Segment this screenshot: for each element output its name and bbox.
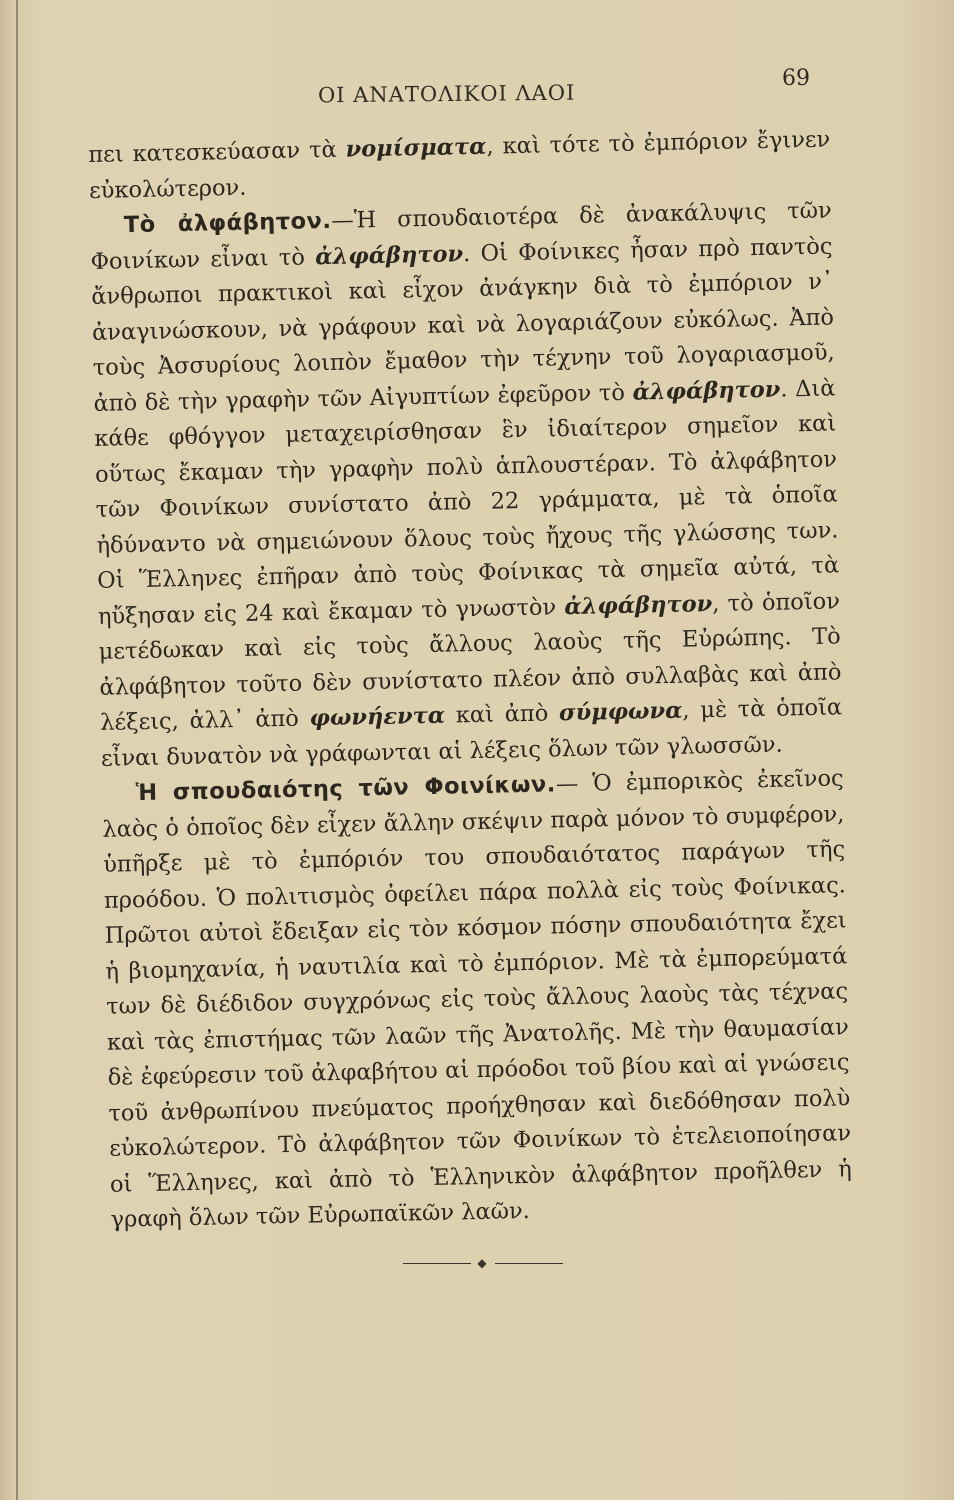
text-run: —Ἡ σπουδαιοτέρα δὲ ἀνακάλυψις τῶν Φοινίκων εἶναι τὸ [90, 197, 832, 275]
page-number: 69 [782, 66, 810, 91]
divider-ornament: ◆ [477, 1256, 487, 1270]
key-term: νομίσματα [345, 133, 487, 163]
text-run: , τὸ ὁποῖον μετέδωκαν καὶ εἰς τοὺς ἄλλους λαοὺς τῆς Εὐρώπης. Τὸ ἀλφάβητον τοῦτο δὲν συνίστατο πλέον ἀπὸ συλλαβὰς καὶ ἀπὸ λέξεις, ἀλλ᾿ ἀπὸ [98, 587, 842, 736]
key-term: φωνήεντα [309, 702, 446, 732]
section-divider [403, 1256, 563, 1270]
key-term: ἀλφάβητον [314, 240, 464, 270]
section-heading: Τὸ ἀλφάβητον. [123, 207, 332, 239]
text-run: , μὲ τὰ ὁποῖα εἶναι δυνατὸν νὰ γράφωνται αἱ λέξεις ὅλων τῶν γλωσσῶν. [100, 694, 843, 772]
text-run: — Ὁ ἐμπορικὸς ἐκεῖνος λαὸς ὁ ὁποῖος δὲν εἶχεν ἄλλην σκέψιν παρὰ μόνον τὸ συμφέρον, ὑπῆρξε μὲ τὸ ἐμπόριόν του σπουδαιότατος παράγων τῆς προόδου. Ὁ πολιτισμὸς ὀφείλει πάρα πολλὰ εἰς τοὺς Φοίνικας. Πρῶτοι αὐτοὶ ἔδειξαν εἰς τὸν κόσμον πόσην σπουδαιότητα ἔχει ἡ βιομηχανία, ἡ ναυτιλία καὶ τὸ ἐμπόριον. Μὲ τὰ ἐμπορεύματά των δὲ διέδιδον συγχρόνως εἰς τοὺς ἄλλους λαοὺς τὰς τέχνας καὶ τὰς ἐπιστήμας τῶν λαῶν τῆς Ἀνατολῆς. Μὲ τὴν θαυμασίαν δὲ ἐφεύρεσιν τοῦ ἀλφαβήτου αἱ πρόοδοι τοῦ βίου καὶ αἱ γνώσεις τοῦ ἀνθρωπίνου πνεύματος προήχθησαν καὶ διεδόθησαν πολὺ εὐκολώτερον. Τὸ ἀλφάβητον τῶν Φοινίκων τὸ ἐτελειοποίησαν οἱ Ἕλληνες, καὶ ἀπὸ τὸ Ἑλληνικὸν ἀλφάβητον προῆλθεν ἡ γραφὴ ὅλων τῶν Εὐρωπαϊκῶν λαῶν. [102, 765, 853, 1233]
divider-line-right [495, 1263, 563, 1264]
key-term: ἀλφάβητον [632, 376, 781, 406]
page-edge-line [16, 0, 18, 1500]
text-run: . Διὰ κάθε φθόγγον μεταχειρίσθησαν ἓν ἰδιαίτερον σημεῖον καὶ οὕτως ἔκαμαν τὴν γραφὴν πολὺ ἁπλουστέραν. Τὸ ἀλφάβητον τῶν Φοινίκων συνίστατο ἀπὸ 22 γράμματα, μὲ τὰ ὁποῖα ἠδύναντο νὰ σημειώνουν ὅλους τοὺς ἤχους τῆς γλώσσης των. Οἱ Ἕλληνες ἐπῆραν ἀπὸ τοὺς Φοίνικας τὰ σημεῖα αὐτά, τὰ ηὔξησαν εἰς 24 καὶ ἔκαμαν τὸ γνωστὸν [94, 374, 840, 630]
running-title: ΟΙ ΑΝΑΤΟΛΙΚΟΙ ΛΑΟΙ [317, 80, 576, 108]
text-run: καὶ ἀπὸ [444, 700, 560, 729]
text-run: , καὶ τότε τὸ ἐμπόριον ἔγινεν εὐκολώτερον. [88, 126, 831, 204]
paragraph [101, 761, 853, 1238]
body-text [88, 122, 853, 1238]
key-term: σύμφωνα [558, 697, 683, 727]
divider-line-left [403, 1263, 471, 1264]
section-heading: Ἡ σπουδαιότης τῶν Φοινίκων. [135, 771, 557, 807]
text-run: . Οἱ Φοίνικες ἦσαν πρὸ παντὸς ἄνθρωποι πρακτικοὶ καὶ εἶχον ἀνάγκην διὰ τὸ ἐμπόριον ν᾿ ἀναγινώσκουν, νὰ γράφουν καὶ νὰ λογαριάζουν εὐκόλως. Ἀπὸ τοὺς Ἀσσυρίους λοιπὸν ἔμαθον τὴν τέχνην τοῦ λογαριασμοῦ, ἀπὸ δὲ τὴν γραφὴν τῶν Αἰγυπτίων ἐφεῦρον τὸ [91, 232, 835, 417]
page-header [0, 66, 954, 120]
paragraph [89, 193, 843, 776]
key-term: ἀλφάβητον [564, 590, 713, 620]
text-run: πει κατεσκεύασαν τὰ [88, 136, 346, 168]
